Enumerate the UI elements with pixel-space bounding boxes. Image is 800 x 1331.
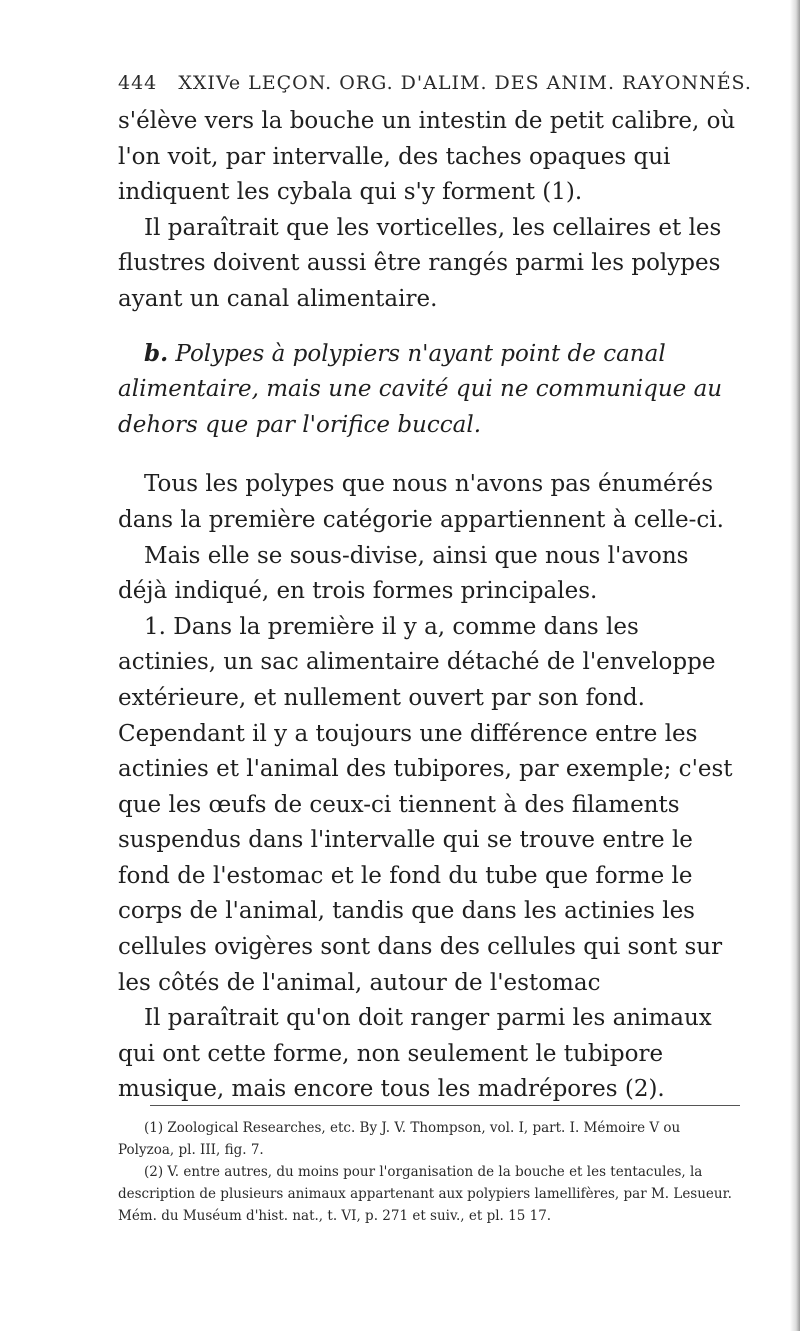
footnote: (2) V. entre autres, du moins pour l'organisation de la bouche et les tentacules, la description de plusieurs animaux appartenant aux polypiers lamellifères, par M. Lesueur. Mém. du Muséum d'hist. nat., t. VI, p. 271 et suiv., et pl. 15 17. [118,1164,732,1224]
paragraph: 1. Dans la première il y a, comme dans les actinies, un sac alimentaire détaché de l'enveloppe extérieure, et nullement ouvert par son fond. Cependant il y a toujours une différence entre les actinies et l'animal des tubipores, par exemple; c'est que les œufs de ceux-ci tiennent à des filaments suspendus dans l'intervalle qui se trouve entre le fond de l'estomac et le fond du tube que forme le corps de l'animal, tandis que dans les actinies les cellules ovigères sont dans des cellules qui sont sur les côtés de l'animal, autour de l'estomac [118,613,733,996]
paragraph: Il paraîtrait que les vorticelles, les cellaires et les flustres doivent aussi être rangés parmi les polypes ayant un canal alimentaire. [118,214,722,312]
paragraph: s'élève vers la bouche un intestin de petit calibre, où l'on voit, par intervalle, des taches opaques qui indiquent les cybala qui s'y forment (1). [118,108,736,206]
running-head [118,72,752,94]
footnote: (1) Zoological Researches, etc. By J. V. Thompson, vol. I, part. I. Mémoire V ou Polyzoa, pl. III, fig. 7. [118,1120,681,1158]
footnotes [118,1117,738,1227]
paragraph: Tous les polypes que nous n'avons pas énumérés dans la première catégorie appartiennent à celle-ci. [118,471,724,533]
paragraph: Mais elle se sous-divise, ainsi que nous l'avons déjà indiqué, en trois formes principales. [118,542,689,605]
page-edge-shadow [790,0,800,1331]
paragraph: Il paraîtrait qu'on doit ranger parmi les animaux qui ont cette forme, non seulement le tubipore musique, mais encore tous les madrépores (2). [118,1005,712,1103]
subheading-text: Polypes à polypiers n'ayant point de canal alimentaire, mais une cavité qui ne communique au dehors que par l'orifice buccal. [118,340,723,438]
running-title: XXIVe LEÇON. ORG. D'ALIM. DES ANIM. RAYONNÉS. [178,72,752,94]
subheading-letter: b. [144,339,169,367]
footnote-rule [150,1105,740,1106]
subheading [118,336,736,444]
page-number: 444 [118,72,158,94]
body-text [118,104,736,1108]
